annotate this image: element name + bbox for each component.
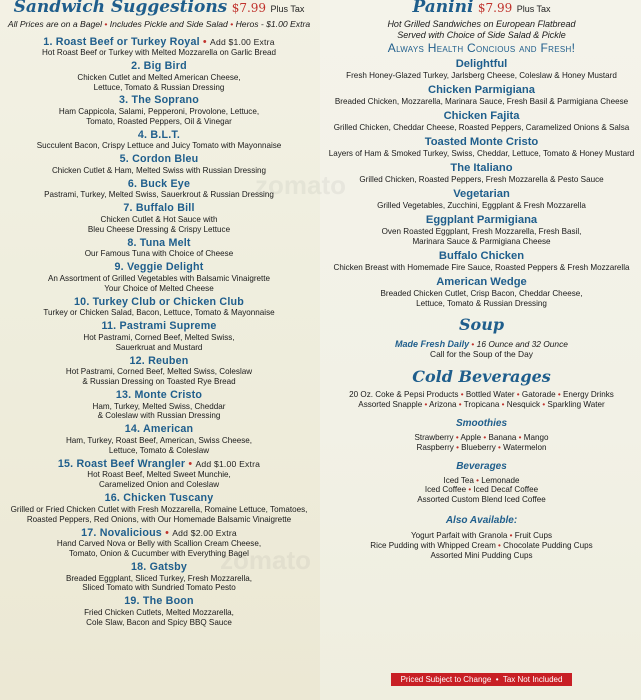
sandwich-item-title: 4. B.L.T.	[137, 128, 181, 141]
sandwich-item-name	[0, 178, 318, 191]
panini-tax: Plus Tax	[516, 4, 551, 14]
bullet-separator: •	[499, 400, 507, 410]
footer	[322, 669, 641, 687]
sandwich-section	[0, 0, 318, 628]
sandwich-item-extra: Add $1.00 Extra	[195, 458, 261, 469]
sandwich-item-name	[0, 458, 318, 471]
sandwich-item-name	[0, 60, 318, 73]
bullet-separator: •	[458, 390, 466, 400]
sandwich-item	[0, 261, 318, 293]
sandwich-item-name	[0, 129, 318, 142]
sandwich-item-desc: Sliced Tomato with Sundried Tomato Pesto	[82, 583, 236, 593]
bullet-separator: •	[199, 35, 211, 48]
bullet-separator: •	[481, 432, 489, 442]
sandwich-item-desc: Cole Slaw, Bacon and Spicy BBQ Sauce	[86, 617, 232, 627]
sandwich-item-desc: Your Choice of Melted Cheese	[104, 283, 214, 293]
beverage-item: Lemonade	[481, 475, 520, 485]
cold-beverage-item: Energy Drinks	[563, 390, 614, 400]
sandwich-item-desc: Chicken Cutlet and Melted American Cheese,	[77, 72, 241, 82]
sandwich-item-desc: & Coleslaw with Russian Dressing	[97, 411, 221, 421]
cold-beverage-item: Gatorade	[521, 390, 556, 400]
sandwich-item-title: 10. Turkey Club or Chicken Club	[74, 295, 244, 308]
panini-item-name: Toasted Monte Cristo	[424, 136, 539, 148]
sandwich-item-name	[0, 423, 318, 436]
smoothie-item: Mango	[523, 432, 549, 442]
also-row-3	[322, 551, 641, 561]
right-column	[322, 0, 641, 684]
sandwich-item-title: 2. Big Bird	[131, 60, 187, 72]
panini-item	[322, 162, 641, 185]
beverage-item: Assorted Custom Blend Iced Coffee	[417, 495, 546, 505]
sandwich-item	[0, 237, 318, 260]
sandwich-item-desc: Our Famous Tuna with Choice of Cheese	[84, 249, 234, 259]
sandwich-item	[0, 36, 318, 59]
sandwich-item	[0, 458, 318, 490]
smoothie-item: Raspberry	[416, 442, 454, 452]
sandwich-item-desc: Tomato, Roasted Peppers, Oil & Vinegar	[86, 116, 232, 126]
bullet-separator: •	[516, 432, 524, 442]
panini-item	[322, 58, 641, 81]
smoothies-row-2	[322, 443, 641, 453]
bullet-separator: •	[161, 526, 173, 539]
cold-row-2	[322, 400, 641, 410]
also-row-1	[322, 531, 641, 541]
panini-item-desc: Breaded Chicken, Mozzarella, Marinara Sauce, Fresh Basil & Parmigiana Cheese	[334, 97, 629, 107]
sandwich-item-desc: Bleu Cheese Dressing & Crispy Lettuce	[87, 224, 231, 234]
panini-item	[322, 188, 641, 211]
sandwich-item-desc: Sauerkruat and Mustard	[115, 342, 203, 352]
sandwich-item-desc: Fried Chicken Cutlets, Melted Mozzarella,	[84, 607, 234, 617]
panini-item-desc: Lettuce, Tomato & Russian Dressing	[416, 298, 547, 308]
sandwich-item-desc: Hot Pastrami, Corned Beef, Melted Swiss, Coleslaw	[65, 367, 253, 377]
beverage-item: Iced Coffee	[424, 485, 467, 495]
cold-row-1	[322, 390, 641, 400]
sandwich-item-name	[0, 237, 318, 250]
sandwich-item-name	[0, 389, 318, 402]
beverages-row-3	[322, 495, 641, 505]
sandwich-item-desc: Lettuce, Tomato & Coleslaw	[108, 445, 210, 455]
also-row-2	[322, 541, 641, 551]
panini-tagline: Always Health Concious and Fresh!	[387, 41, 576, 55]
sandwich-item	[0, 389, 318, 421]
sandwich-item-title: 8. Tuna Melt	[127, 236, 191, 249]
sandwich-item	[0, 129, 318, 152]
cold-beverage-item: Tropicana	[463, 400, 500, 410]
sandwich-item-desc: Tomato, Onion & Cucumber with Everything Bagel	[69, 549, 249, 559]
also-available-item: Fruit Cups	[514, 530, 553, 540]
sandwich-item-desc: Ham, Turkey, Melted Swiss, Cheddar	[92, 401, 226, 411]
sandwich-item-extra: Add $2.00 Extra	[172, 527, 237, 538]
bullet-separator: •	[453, 442, 462, 452]
sandwich-item-desc: Roasted Peppers, Red Onions, with Our Homemade Balsamic Vinaigrette	[26, 514, 292, 524]
bullet-separator: •	[473, 475, 482, 485]
soup-label: Made Fresh Daily	[395, 338, 470, 349]
sandwich-item	[0, 60, 318, 92]
bullet-separator: •	[495, 540, 504, 550]
panini-item-name: Eggplant Parmigiana	[425, 214, 538, 226]
bullet-separator: •	[422, 400, 430, 410]
sandwich-item-desc: Turkey or Chicken Salad, Bacon, Lettuce, Tomato & Mayonnaise	[43, 308, 275, 318]
sandwich-item-desc: Ham Cappicola, Salami, Pepperoni, Provolone, Lettuce,	[58, 107, 260, 116]
soup-title: Soup	[458, 314, 505, 334]
sandwich-item-name	[0, 94, 318, 107]
panini-item-name: Delightful	[455, 58, 508, 70]
sandwich-item-name	[0, 492, 318, 505]
panini-item-name: Chicken Fajita	[443, 110, 520, 122]
panini-item-desc: Grilled Chicken, Roasted Peppers, Fresh Mozzarella & Pesto Sauce	[359, 175, 604, 185]
sandwich-item-name	[0, 320, 318, 333]
panini-item-name: The Italiano	[450, 162, 513, 174]
panini-list	[322, 58, 641, 309]
sandwich-item-name	[0, 527, 318, 540]
smoothies-title: Smoothies	[455, 417, 508, 429]
sandwich-item-name	[0, 202, 318, 215]
bullet-separator: •	[185, 457, 196, 470]
sandwich-item-name	[0, 296, 318, 309]
sandwich-item-desc: Caramelized Onion and Coleslaw	[98, 480, 220, 490]
sandwich-item-title: 6. Buck Eye	[127, 177, 191, 190]
sandwich-item	[0, 94, 318, 126]
sandwich-item-desc: Ham, Turkey, Roast Beef, American, Swiss Cheese,	[65, 435, 253, 445]
panini-title: Panini	[412, 0, 474, 17]
panini-item-desc: Grilled Vegetables, Zucchini, Eggplant & Fresh Mozzarella	[377, 201, 586, 211]
panini-item-desc: Fresh Honey-Glazed Turkey, Jarlsberg Cheese, Coleslaw & Honey Mustard	[346, 71, 617, 81]
panini-item-name: American Wedge	[436, 275, 527, 288]
footer-strip: Priced Subject to Change • Tax Not Included	[391, 673, 573, 686]
panini-item	[322, 250, 641, 273]
sandwich-item-title: 16. Chicken Tuscany	[104, 492, 214, 505]
sandwich-item-desc: Breaded Eggplant, Sliced Turkey, Fresh Mozzarella,	[65, 573, 253, 583]
panini-item	[322, 84, 641, 107]
panini-item-name: Vegetarian	[453, 188, 510, 200]
beverages-row-1	[322, 476, 641, 486]
sandwich-item-title: 15. Roast Beef Wrangler	[57, 457, 186, 470]
panini-subtitle-1: Hot Grilled Sandwiches on European Flatbread	[387, 19, 576, 29]
bullet-separator: •	[514, 390, 522, 400]
sandwich-item-title: 17. Novalicious	[81, 526, 162, 539]
also-available-item: Chocolate Pudding Cups	[503, 540, 593, 550]
sandwich-item-desc: Hot Pastrami, Corned Beef, Melted Swiss,	[83, 332, 235, 342]
panini-subtitle-2: Served with Choice of Side Salad & Pickle	[397, 30, 566, 40]
bullet-separator: •	[495, 442, 504, 452]
footer-tax-note: Tax Not Included	[502, 675, 563, 684]
sandwich-item	[0, 355, 318, 387]
sandwich-item-desc: Hot Roast Beef, Melted Sweet Munchie,	[87, 470, 231, 480]
also-available-item: Assorted Mini Pudding Cups	[430, 550, 533, 560]
sandwich-item-title: 18. Gatsby	[130, 560, 188, 573]
sandwich-item	[0, 320, 318, 352]
sandwich-item-name	[0, 36, 318, 49]
beverage-item: Iced Tea	[443, 475, 474, 485]
sandwich-item-title: 5. Cordon Bleu	[119, 153, 199, 166]
sandwich-item-name	[0, 261, 318, 274]
bullet-separator: •	[456, 400, 464, 410]
panini-item-desc: Oven Roasted Eggplant, Fresh Mozzarella, Fresh Basil,	[381, 227, 582, 237]
bullet-separator: •	[453, 432, 461, 442]
soup-info: Made Fresh Daily • 16 Ounce and 32 Ounce	[395, 338, 568, 349]
sandwich-note: All Prices are on a Bagel • Includes Pickle and Side Salad • Heros - $1.00 Extra	[7, 19, 311, 29]
watermark-1: zomato	[255, 170, 346, 200]
panini-item-desc: Breaded Chicken Cutlet, Crisp Bacon, Cheddar Cheese,	[380, 289, 583, 298]
smoothies-row-1	[322, 433, 641, 443]
sandwich-item-title: 11. Pastrami Supreme	[101, 320, 217, 333]
panini-item-desc: Grilled Chicken, Cheddar Cheese, Roasted Peppers, Caramelized Onions & Salsa	[333, 123, 630, 133]
bullet-separator: •	[507, 530, 515, 540]
watermark-2: zomato	[220, 545, 311, 575]
sandwich-item	[0, 527, 318, 559]
sandwich-item-title: 14. American	[124, 423, 194, 436]
sandwich-item-name	[0, 153, 318, 166]
sandwich-price: $7.99	[231, 1, 267, 15]
sandwich-item-name	[0, 355, 318, 368]
sandwich-item-title: 1. Roast Beef or Turkey Royal	[43, 35, 200, 48]
sandwich-item-desc: Grilled or Fried Chicken Cutlet with Fresh Mozzarella, Romaine Lettuce, Tomatoes,	[10, 504, 308, 514]
sandwich-item	[0, 561, 318, 593]
also-available-item: Rice Pudding with Whipped Cream	[370, 540, 496, 550]
cold-beverages-title: Cold Beverages	[412, 367, 551, 387]
sandwich-item-name	[0, 561, 318, 574]
sandwich-item-desc: Chicken Cutlet & Hot Sauce with	[100, 214, 218, 224]
bullet-separator: •	[540, 400, 548, 410]
bullet-separator: •	[466, 485, 474, 495]
sandwich-tax: Plus Tax	[270, 4, 305, 14]
sandwich-item	[0, 202, 318, 234]
smoothie-item: Watermelon	[503, 442, 547, 452]
sandwich-item-desc: Hot Roast Beef or Turkey with Melted Mozzarella on Garlic Bread	[42, 48, 276, 58]
sandwich-item-extra: Add $1.00 Extra	[210, 36, 275, 47]
sandwich-item	[0, 153, 318, 176]
sandwich-item	[0, 296, 318, 319]
sandwich-item-desc: Chicken Cutlet & Ham, Melted Swiss with Russian Dressing	[51, 165, 267, 175]
sandwich-item-title: 7. Buffalo Bill	[123, 202, 195, 215]
also-available-item: Yogurt Parfait with Granola	[410, 530, 508, 540]
soup-sizes: 16 Ounce and 32 Ounce	[476, 338, 568, 349]
sandwich-item	[0, 492, 318, 524]
cold-beverage-item: Assorted Snapple	[358, 400, 423, 410]
sandwich-item-desc: Hand Carved Nova or Belly with Scallion Cream Cheese,	[56, 539, 262, 549]
sandwich-item-title: 13. Monte Cristo	[115, 388, 203, 401]
sandwich-item-desc: Lettuce, Tomato & Russian Dressing	[93, 82, 225, 92]
cold-beverage-item: Bottled Water	[465, 390, 515, 400]
panini-item	[322, 276, 641, 309]
sandwich-item-desc: Pastrami, Turkey, Melted Swiss, Sauerkrout & Russian Dressing	[44, 190, 274, 200]
smoothie-item: Strawberry	[414, 432, 454, 442]
sandwich-item-desc: An Assortment of Grilled Vegetables with Balsamic Vinaigrette	[47, 273, 271, 283]
panini-price: $7.99	[477, 1, 513, 15]
sandwich-title: Sandwich Suggestions	[13, 0, 228, 17]
sandwich-item-title: 3. The Soprano	[119, 94, 199, 107]
panini-item-name: Buffalo Chicken	[438, 249, 525, 262]
cold-beverage-item: Sparkling Water	[547, 400, 605, 410]
sandwich-item	[0, 423, 318, 455]
sandwich-item	[0, 178, 318, 201]
smoothie-item: Banana	[488, 432, 517, 442]
beverages-row-2	[322, 485, 641, 495]
soup-note: Call for the Soup of the Day	[430, 348, 533, 359]
cold-beverage-item: Nesquick	[506, 400, 541, 410]
also-available-title: Also Available:	[445, 514, 518, 526]
sandwich-item	[0, 595, 318, 627]
panini-item-name: Chicken Parmigiana	[428, 84, 535, 96]
sandwich-list	[0, 36, 318, 628]
bullet-separator: •	[555, 390, 563, 400]
cold-beverage-item: Arizona	[429, 400, 457, 410]
sandwich-item-title: 19. The Boon	[124, 595, 194, 608]
panini-item	[322, 110, 641, 133]
panini-item	[322, 214, 641, 247]
sandwich-item-title: 12. Reuben	[129, 354, 189, 367]
panini-item-desc: Marinara Sauce & Parmigiana Cheese	[412, 237, 551, 246]
beverage-item: Iced Decaf Coffee	[473, 485, 539, 495]
cold-beverage-item: 20 Oz. Coke & Pepsi Products	[349, 390, 459, 400]
sandwich-item-name	[0, 595, 318, 608]
footer-price-note: Priced Subject to Change	[400, 675, 492, 684]
smoothie-item: Apple	[460, 432, 482, 442]
panini-item-desc: Chicken Breast with Homemade Fire Sauce, Roasted Peppers & Fresh Mozzarella	[333, 263, 630, 272]
panini-item-desc: Layers of Ham & Smoked Turkey, Swiss, Cheddar, Lettuce, Tomato & Honey Mustard	[328, 149, 635, 159]
sandwich-item-title: 9. Veggie Delight	[114, 261, 204, 274]
sandwich-item-desc: Succulent Bacon, Crispy Lettuce and Juicy Tomato with Mayonnaise	[36, 141, 282, 151]
panini-item	[322, 136, 641, 159]
smoothie-item: Blueberry	[461, 442, 496, 452]
sandwich-item-desc: & Russian Dressing on Toasted Rye Bread	[82, 377, 236, 387]
beverages-title: Beverages	[456, 460, 507, 472]
